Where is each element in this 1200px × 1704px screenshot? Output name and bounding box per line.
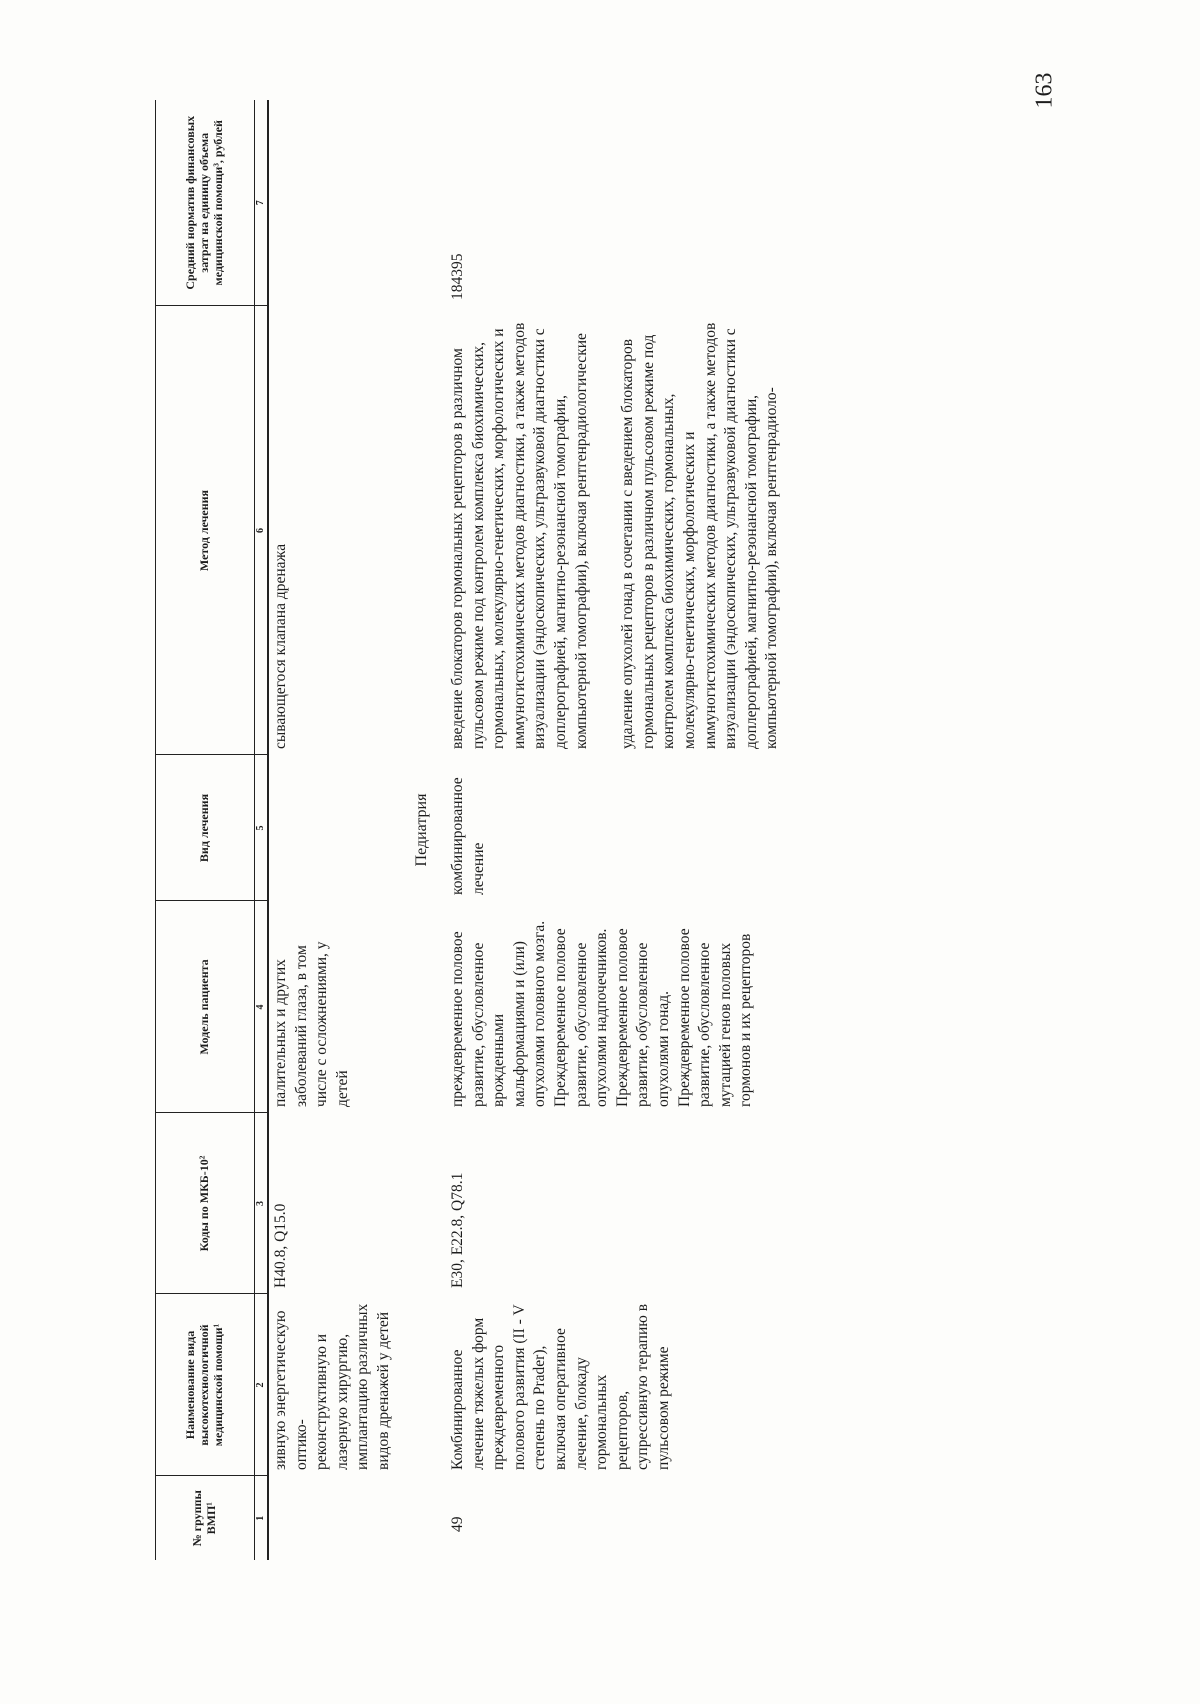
table-header (156, 100, 269, 1560)
header-treatment-type: Вид лечения (156, 755, 255, 901)
section-title-pediatrics: Педиатрия (412, 793, 430, 867)
cell-treatment-method (446, 306, 785, 755)
header-care-type: Наименование вида высокотехнологичной медицинской помощи¹ (156, 1294, 255, 1476)
header-cost-norm: Средний норматив финансовых затрат на единицу объема медицинской помощи³, рублей (156, 100, 255, 306)
cell-treatment-type (268, 755, 397, 901)
treatment-method-2: удаление опухолей гонад в сочетании с введением блокаторов гормональных рецепторов в различном пульсовом режиме под контролем комплекса биохимических, гормональных, молекулярно-генетических, морфологических и иммуногистохимических методов диагностики, а также методов визуализации (эндоскопических, ультразвуковой диагностики с доплерографией, магнитно-резонансной томографии, компьютерной томографии), включая рентгенрадиоло- (619, 322, 781, 749)
vmp-table (155, 100, 785, 1560)
section-row (397, 100, 446, 1560)
table-row-continuation (268, 100, 397, 1560)
header-treatment-method: Метод лечения (156, 306, 255, 755)
cell-icd-codes: H40.8, Q15.0 (272, 1203, 289, 1288)
cell-cost (268, 100, 397, 306)
cell-care-type: Комбинированное лечение тяжелых форм преждевременного полового развития (II - V степень по Prader), включая оперативное лечение, блокаду гормональных рецепторов, супрессивную терапию в пульсовом режиме (448, 1303, 673, 1470)
cell-patient-model: палительных и других заболеваний глаза, в том числе с осложнениями, у детей (272, 941, 351, 1107)
cell-group: 49 (448, 1516, 466, 1532)
column-number: 5 (255, 755, 269, 901)
header-icd-codes: Коды по МКБ-10² (156, 1113, 255, 1294)
column-number: 2 (255, 1294, 269, 1476)
column-number: 3 (255, 1113, 269, 1294)
cell-treatment-method: сывающегося клапана дренажа (272, 543, 289, 749)
header-group-number: № группы ВМП¹ (156, 1476, 255, 1560)
cell-care-type: зивную энергетическую оптико-реконструктивную и лазерную хирургию, имплантацию различных видов дренажей у детей (272, 1303, 393, 1470)
cell-cost: 184395 (448, 253, 466, 300)
column-number: 6 (255, 306, 269, 755)
cell-patient-model: преждевременное половое развитие, обусловленное врожденными мальформациями и (или) опухолями головного мозга. Преждевременное половое развитие, обусловленное опухолями надпочечников. Преждевременное половое развитие, обусловленное опухолями гонад. Преждевременное половое развитие, обусловленное мутацией генов половых гормонов и их рецепторов (448, 920, 755, 1107)
header-patient-model: Модель пациента (156, 901, 255, 1113)
cell-treatment-type: комбинированное лечение (448, 777, 487, 895)
rotated-table-container (155, 100, 1035, 1560)
cell-icd-codes: E30, E22.8, Q78.1 (448, 1172, 466, 1288)
column-number: 4 (255, 901, 269, 1113)
cell-group (268, 1476, 397, 1560)
column-number: 1 (255, 1476, 269, 1560)
page-number-text: 163 (1031, 72, 1058, 108)
column-number: 7 (255, 100, 269, 306)
table-row-49 (446, 100, 785, 1560)
treatment-method-1: введение блокаторов гормональных рецепторов в различном пульсовом режиме под контролем комплекса биохимических, гормональных, молекулярно-генетических, морфологических и иммуногистохимических методов диагностики, а также методов визуализации (эндоскопических, ультразвуковой диагностики с доплерографией, магнитно-резонансной томографии, компьютерной томографии), включая рентгенрадиологические (448, 322, 590, 749)
